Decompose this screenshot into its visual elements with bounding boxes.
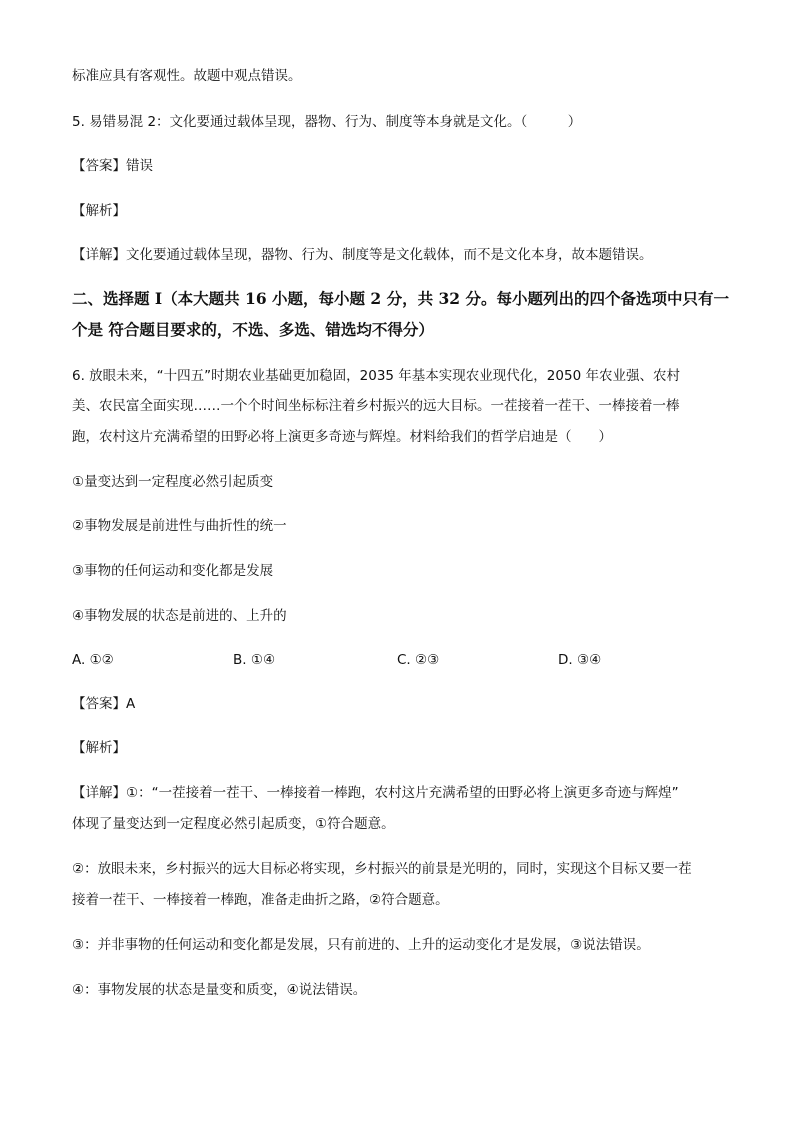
answer-label: 【答案】错误 bbox=[72, 158, 153, 174]
statement-4: ④事物发展的状态是前进的、上升的 bbox=[72, 608, 287, 624]
question-5: 5. 易错易混 2：文化要通过载体呈现，器物、行为、制度等本身就是文化。（ ） bbox=[72, 114, 582, 130]
detail-text: ③：并非事物的任何运动和变化都是发展，只有前进的、上升的运动变化才是发展，③说法错误。 bbox=[72, 937, 650, 953]
section-heading: 二、选择题 I（本大题共 16 小题，每小题 2 分，共 32 分。每小题列出的四个备选项中只有一 bbox=[72, 289, 729, 308]
detail-text: 【详解】文化要通过载体呈现，器物、行为、制度等是文化载体，而不是文化本身，故本题错误。 bbox=[72, 247, 653, 263]
text-line: 标准应具有客观性。故题中观点错误。 bbox=[72, 68, 302, 84]
statement-3: ③事物的任何运动和变化都是发展 bbox=[72, 563, 274, 579]
detail-text-cont: 接着一茬干、一棒接着一棒跑，准备走曲折之路，②符合题意。 bbox=[72, 892, 449, 908]
statement-2: ②事物发展是前进性与曲折性的统一 bbox=[72, 518, 287, 534]
question-6-cont: 跑，农村这片充满希望的田野必将上演更多奇迹与辉煌。材料给我们的哲学启迪是（ ） bbox=[72, 429, 612, 445]
detail-text: 【详解】①：“一茬接着一茬干、一棒接着一棒跑，农村这片充满希望的田野必将上演更多奇迹与辉煌” bbox=[72, 785, 679, 801]
answer-label: 【答案】A bbox=[72, 696, 136, 712]
option-a: A. ①② bbox=[72, 652, 114, 668]
analysis-label: 【解析】 bbox=[72, 203, 126, 219]
analysis-label: 【解析】 bbox=[72, 740, 126, 756]
question-6: 6. 放眼未来，“十四五”时期农业基础更加稳固，2035 年基本实现农业现代化，2050 年农业强、农村 bbox=[72, 368, 680, 384]
detail-text: ②：放眼未来，乡村振兴的远大目标必将实现，乡村振兴的前景是光明的，同时，实现这个目标又要一茬 bbox=[72, 861, 692, 877]
detail-text-cont: 体现了量变达到一定程度必然引起质变，①符合题意。 bbox=[72, 816, 395, 832]
option-b: B. ①④ bbox=[233, 652, 276, 668]
option-d: D. ③④ bbox=[558, 652, 602, 668]
statement-1: ①量变达到一定程度必然引起质变 bbox=[72, 474, 274, 490]
option-c: C. ②③ bbox=[397, 652, 440, 668]
section-heading-cont: 个是 符合题目要求的，不选、多选、错选均不得分） bbox=[72, 320, 434, 339]
question-6-cont: 美、农民富全面实现……一个个时间坐标标注着乡村振兴的远大目标。一茬接着一茬干、一棒接着一棒 bbox=[72, 398, 680, 414]
detail-text: ④：事物发展的状态是量变和质变，④说法错误。 bbox=[72, 982, 367, 998]
